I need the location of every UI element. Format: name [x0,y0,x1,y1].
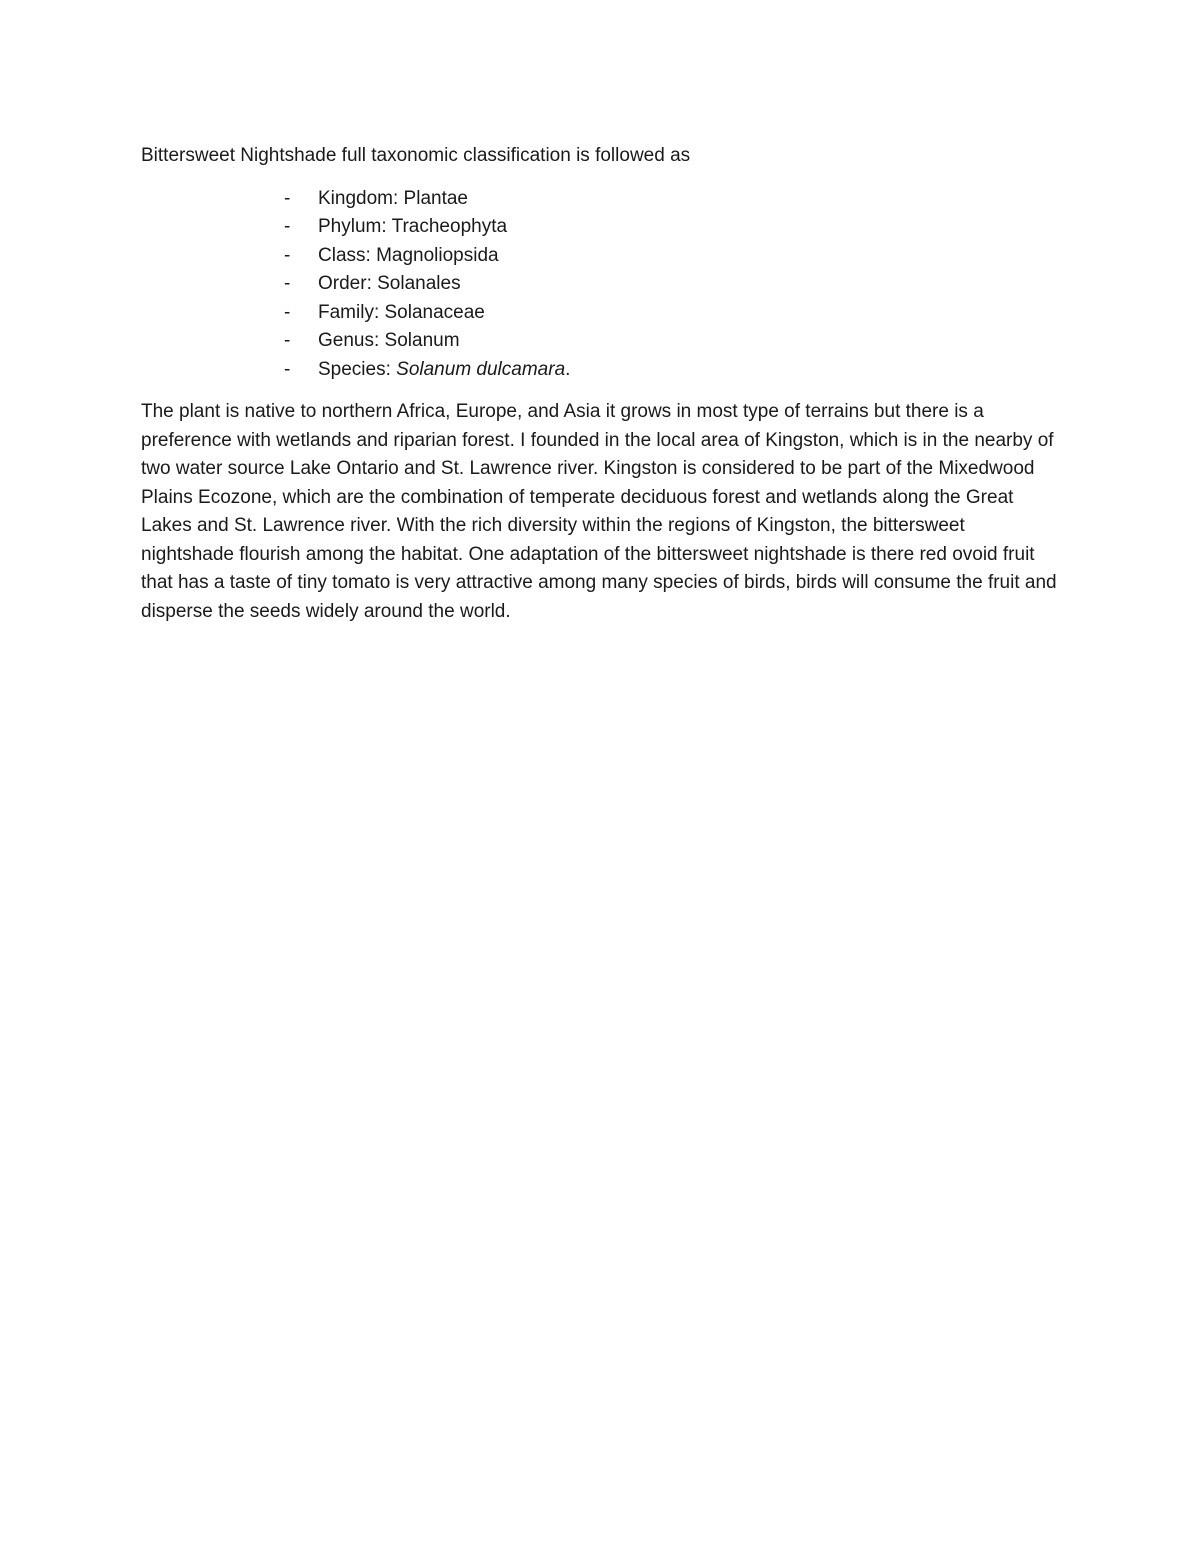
list-item [284,356,1061,385]
list-dash: - [284,244,291,266]
list-item [284,213,1061,242]
list-dash: - [284,358,291,380]
list-dash: - [284,330,291,351]
taxonomy-species [318,359,570,380]
list-item [284,327,1061,356]
list-item [284,299,1061,328]
taxonomy-phylum: Phylum: Tracheophyta [318,216,508,237]
intro-sentence: Bittersweet Nightshade full taxonomic classification is followed as [141,145,691,166]
document-body [141,142,1061,626]
taxonomy-genus: Genus: Solanum [318,330,460,351]
body-paragraph: The plant is native to northern Africa, Europe, and Asia it grows in most type of terrains but there is a preference with wetlands and riparian forest. I founded in the local area of Kingston, which is in the nearby of two water source Lake Ontario and St. Lawrence river. Kingston is considered to be part of the Mixedwood Plains Ecozone, which are the combination of temperate deciduous forest and wetlands along the Great Lakes and St. Lawrence river. With the rich diversity within the regions of Kingston, the bittersweet nightshade flourish among the habitat. One adaptation of the bittersweet nightshade is there red ovoid fruit that has a taste of tiny tomato is very attractive among many species of birds, birds will consume the fruit and disperse the seeds widely around the world. [141,401,1057,622]
species-name: Solanum dulcamara [396,358,566,380]
list-item [284,185,1061,214]
taxonomy-family: Family: Solanaceae [318,301,485,323]
list-dash: - [284,216,291,237]
list-dash: - [284,273,291,294]
list-dash: - [284,301,291,323]
species-suffix: . [565,358,571,380]
taxonomy-kingdom: Kingdom: Plantae [318,187,468,209]
taxonomy-class: Class: Magnoliopsida [318,244,499,266]
list-item [284,270,1061,299]
list-item [284,242,1061,271]
species-label: Species: [318,358,397,380]
taxonomy-order: Order: Solanales [318,273,461,294]
list-dash: - [284,187,291,209]
taxonomy-list [141,185,1061,385]
